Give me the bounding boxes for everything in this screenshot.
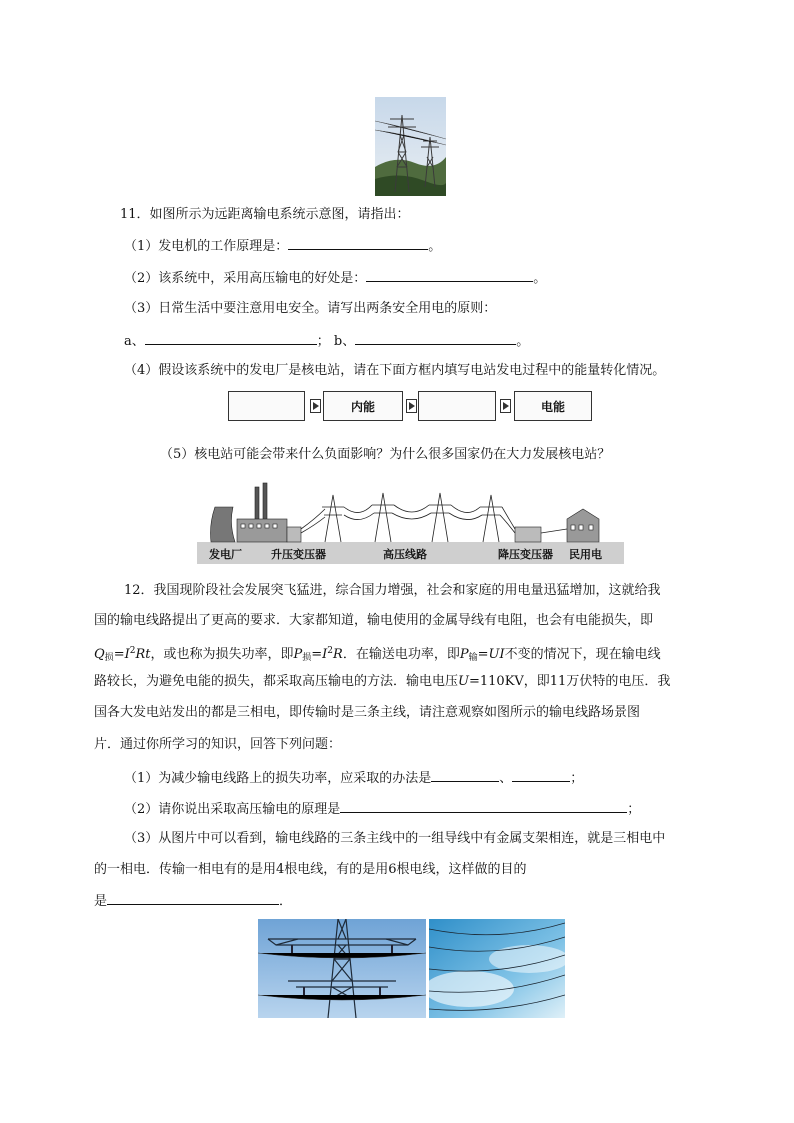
q12-formula-q-sub: 损 [104, 653, 114, 663]
power-lines-sky-graphic [429, 919, 565, 1018]
tower-photo-top-graphic [375, 97, 446, 196]
q12-formula-q: Q [94, 647, 105, 662]
q12-formula-p2: P [459, 647, 469, 662]
q11-b-answer-blank[interactable] [355, 331, 516, 345]
q11-part2 [124, 268, 546, 288]
q11-part1-end: 。 [428, 239, 442, 254]
diagram-label-plant: 发电厂 [209, 548, 242, 561]
q12-part2-end: ； [627, 802, 641, 817]
q12-line4-text1: 路较长，为避免电能的损失，都采取高压输电的方法．输电电压 [94, 674, 459, 689]
flow-arrow-1-icon [310, 399, 321, 413]
q11-intro: 11．如图所示为远距离输电系统示意图，请指出： [120, 207, 410, 222]
tower-photo-bottom-left [258, 919, 426, 1018]
tower-photo-bottom-left-graphic [258, 919, 426, 1018]
q12-part3-prefix: 是 [94, 894, 108, 909]
q12-part2-answer-blank[interactable] [340, 799, 627, 813]
q12-part3-line1: （3）从图片中可以看到，输电线路的三条主线中的一组导线中有金属支架相连，就是三相电中 [124, 831, 666, 846]
q11-b-end: 。 [516, 334, 530, 349]
q12-part1-end: ； [570, 771, 584, 786]
tower-photo-top [375, 97, 446, 196]
q12-part1-sep: 、 [499, 771, 513, 786]
q11-a-sep: ； [316, 334, 330, 349]
q12-line6: 片．通过你所学习的知识，回答下列问题： [94, 737, 342, 752]
q12-line3-text1: ，或也称为损失功率，即 [150, 647, 294, 662]
flow-box-internal-energy: 内能 [323, 391, 403, 421]
diagram-label-civil: 民用电 [569, 548, 602, 561]
power-lines-sky-photo [429, 919, 565, 1018]
q11-part1 [124, 236, 441, 256]
q12-formula-eq1: =I [113, 647, 130, 662]
flow-arrow-3-icon [500, 399, 511, 413]
q12-formula-r1: Rt [135, 647, 151, 662]
q11-a-prefix: a、 [124, 334, 145, 349]
q12-line2: 国的输电线路提出了更高的要求．大家都知道，输电使用的金属导线有电阻，也会有电能损失，即 [94, 613, 654, 628]
q12-formula-sup1: 2 [129, 646, 136, 656]
diagram-label-step-up: 升压变压器 [271, 548, 326, 561]
q12-formula-eq3: =UI [477, 647, 505, 662]
q11-part2-end: 。 [533, 271, 547, 286]
q11-part3: （3）日常生活中要注意用电安全。请写出两条安全用电的原则： [124, 301, 497, 316]
transmission-system-graphic [197, 479, 624, 564]
q12-formula-p: P [293, 647, 303, 662]
q12-part3-line3 [94, 891, 292, 911]
flow-box-1[interactable] [228, 391, 305, 421]
flow-box-electric-energy: 电能 [514, 391, 592, 421]
q12-formula-p2-sub: 输 [468, 653, 478, 663]
flow-arrow-2-icon [406, 399, 417, 413]
q12-part3-end: ． [279, 894, 293, 909]
q11-a-answer-blank[interactable] [145, 331, 317, 345]
q12-formula-p-sub: 损 [302, 653, 312, 663]
q12-part1-text: （1）为减少输电线路上的损失功率，应采取的办法是 [124, 771, 432, 786]
q11-part3-answers [124, 331, 529, 351]
q12-formula-r2: R [333, 647, 343, 662]
diagram-label-step-down: 降压变压器 [498, 548, 553, 561]
q11-part1-answer-blank[interactable] [288, 236, 428, 250]
q12-part3-answer-blank[interactable] [107, 891, 279, 905]
q12-part1-answer-blank-1[interactable] [431, 768, 499, 782]
q12-line4 [94, 673, 670, 691]
q11-part2-text: （2）该系统中，采用高压输电的好处是： [124, 271, 367, 286]
q11-part5: （5）核电站可能会带来什么负面影响？为什么很多国家仍在大力发展核电站？ [160, 447, 611, 462]
q12-line3-text3: 不变的情况下，现在输电线 [504, 647, 661, 662]
q12-voltage-u: U [458, 674, 469, 689]
q12-part1 [124, 768, 583, 788]
q12-line5: 国各大发电站发出的都是三相电，即传输时是三条主线，请注意观察如图所示的输电线路场景图 [94, 705, 641, 720]
q11-part2-answer-blank[interactable] [366, 268, 533, 282]
q12-line1: 12．我国现阶段社会发展突飞猛进，综合国力增强，社会和家庭的用电量迅猛增加，这就给我 [124, 583, 661, 598]
q12-part1-answer-blank-2[interactable] [512, 768, 570, 782]
q12-part2-text: （2）请你说出采取高压输电的原理是 [124, 802, 341, 817]
flow-box-3[interactable] [418, 391, 496, 421]
q12-line3 [94, 642, 661, 667]
q11-part4: （4）假设该系统中的发电厂是核电站，请在下面方框内填写电站发电过程中的能量转化情况。 [124, 363, 666, 378]
q12-line4-text2: =110KV，即11万伏特的电压．我 [468, 674, 671, 689]
q12-formula-eq2: =I [311, 647, 328, 662]
q12-part3-line2: 的一相电．传输一相电有的是用4根电线，有的是用6根电线，这样做的目的 [94, 862, 527, 877]
transmission-system-diagram [197, 479, 624, 564]
q12-formula-sup2: 2 [327, 646, 334, 656]
q12-line3-text2: ．在输送电功率，即 [342, 647, 460, 662]
q11-b-prefix: b、 [333, 334, 356, 349]
q11-part1-text: （1）发电机的工作原理是： [124, 239, 289, 254]
q12-part2 [124, 799, 640, 819]
diagram-label-hv-line: 高压线路 [383, 548, 427, 561]
